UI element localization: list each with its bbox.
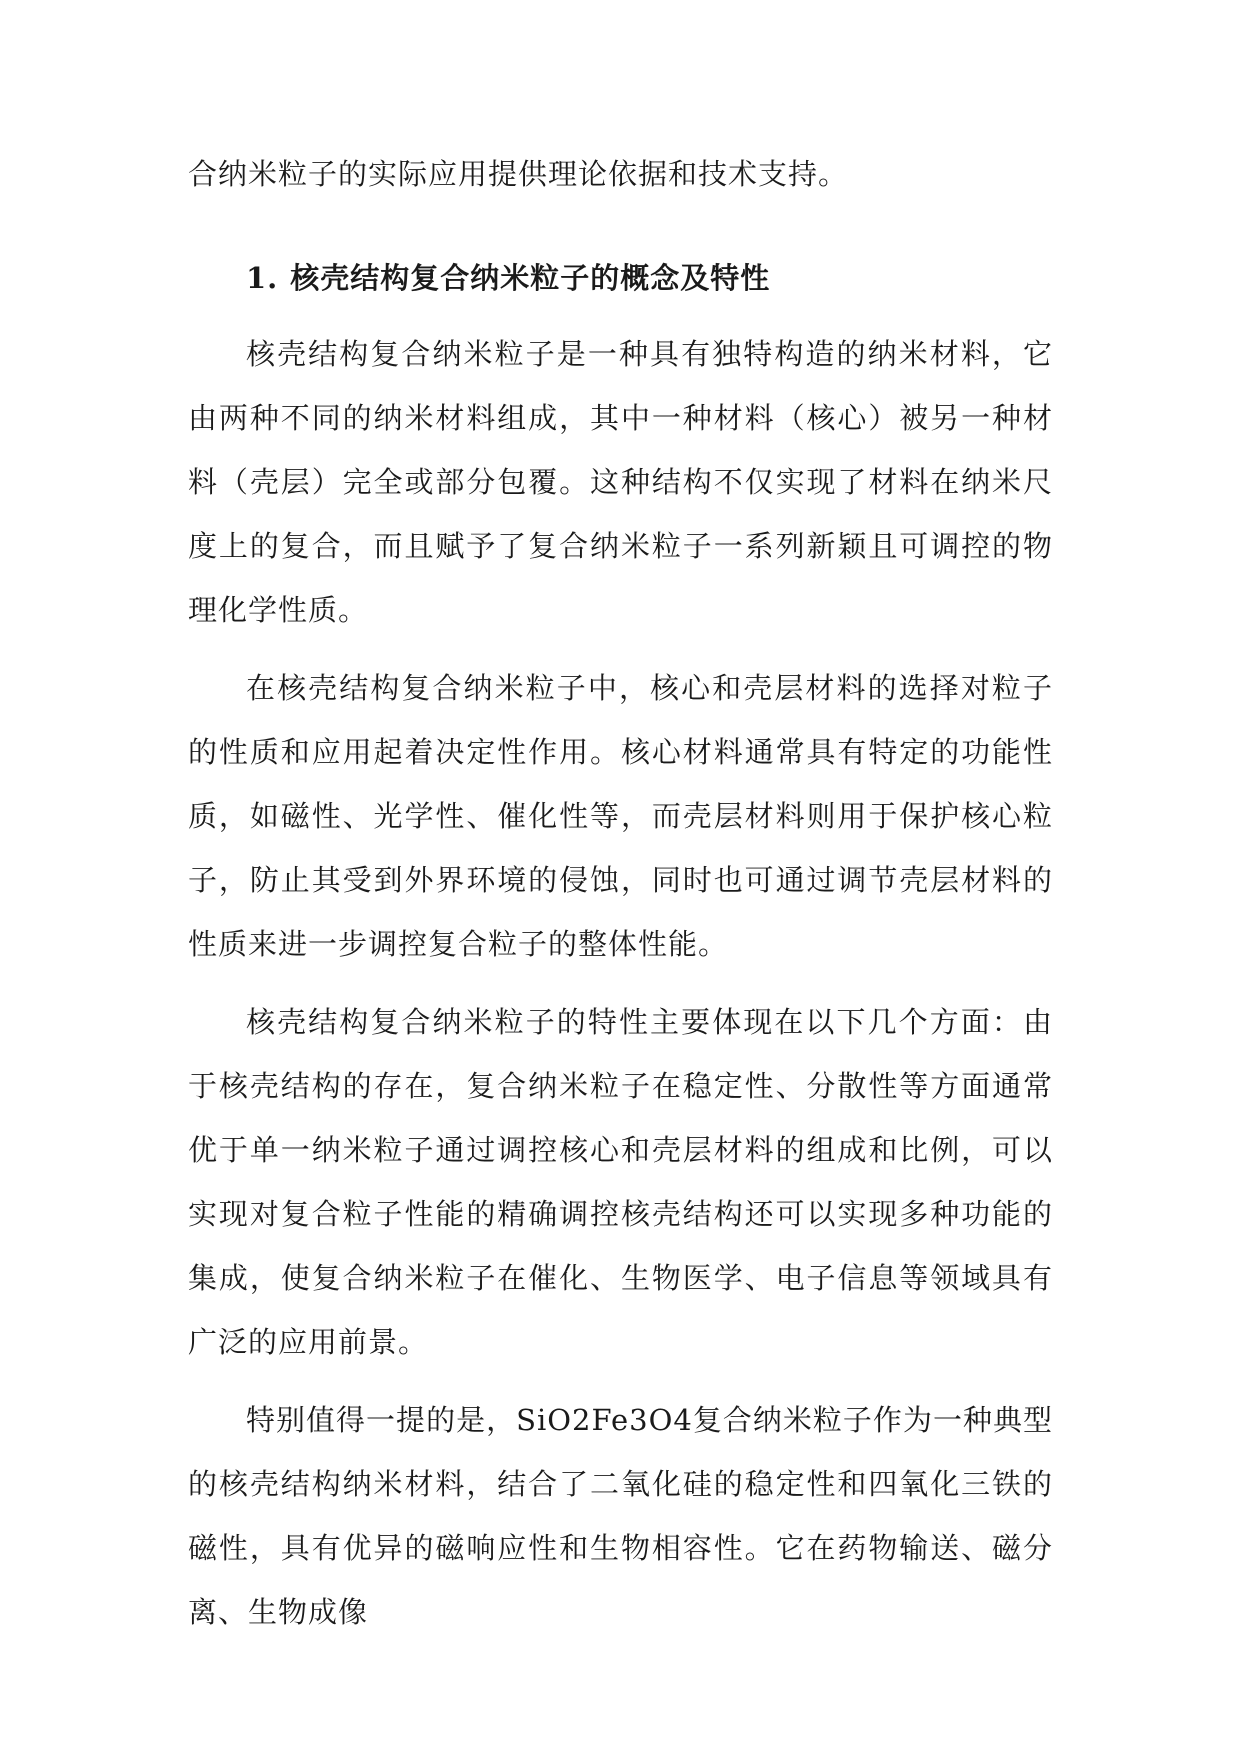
- paragraph-properties: 核壳结构复合纳米粒子的特性主要体现在以下几个方面：由于核壳结构的存在，复合纳米粒子在稳定性、分散性等方面通常优于单一纳米粒子通过调控核心和壳层材料的组成和比例，可以实现对复合粒子性能的精确调控核壳结构还可以实现多种功能的集成，使复合纳米粒子在催化、生物医学、电子信息等领域具有广泛的应用前景。: [188, 1005, 1053, 1359]
- page-content: [188, 142, 1053, 1658]
- paragraph-sio2-fe3o4: 特别值得一提的是，SiO2Fe3O4复合纳米粒子作为一种典型的核壳结构纳米材料，结合了二氧化硅的稳定性和四氧化三铁的磁性，具有优异的磁响应性和生物相容性。它在药物输送、磁分离、生物成像: [188, 1403, 1053, 1629]
- section-number: 1.: [246, 261, 279, 295]
- paragraph-core-shell-materials: 在核壳结构复合纳米粒子中，核心和壳层材料的选择对粒子的性质和应用起着决定性作用。核心材料通常具有特定的功能性质，如磁性、光学性、催化性等，而壳层材料则用于保护核心粒子，防止其受到外界环境的侵蚀，同时也可通过调节壳层材料的性质来进一步调控复合粒子的整体性能。: [188, 671, 1053, 961]
- continuation-text: 合纳米粒子的实际应用提供理论依据和技术支持。: [188, 157, 849, 191]
- section-title: 核壳结构复合纳米粒子的概念及特性: [290, 261, 771, 295]
- paragraph-concept: 核壳结构复合纳米粒子是一种具有独特构造的纳米材料，它由两种不同的纳米材料组成，其中一种材料（核心）被另一种材料（壳层）完全或部分包覆。这种结构不仅实现了材料在纳米尺度上的复合，而且赋予了复合纳米粒子一系列新颖且可调控的物理化学性质。: [188, 337, 1053, 627]
- section-heading: [188, 246, 1053, 310]
